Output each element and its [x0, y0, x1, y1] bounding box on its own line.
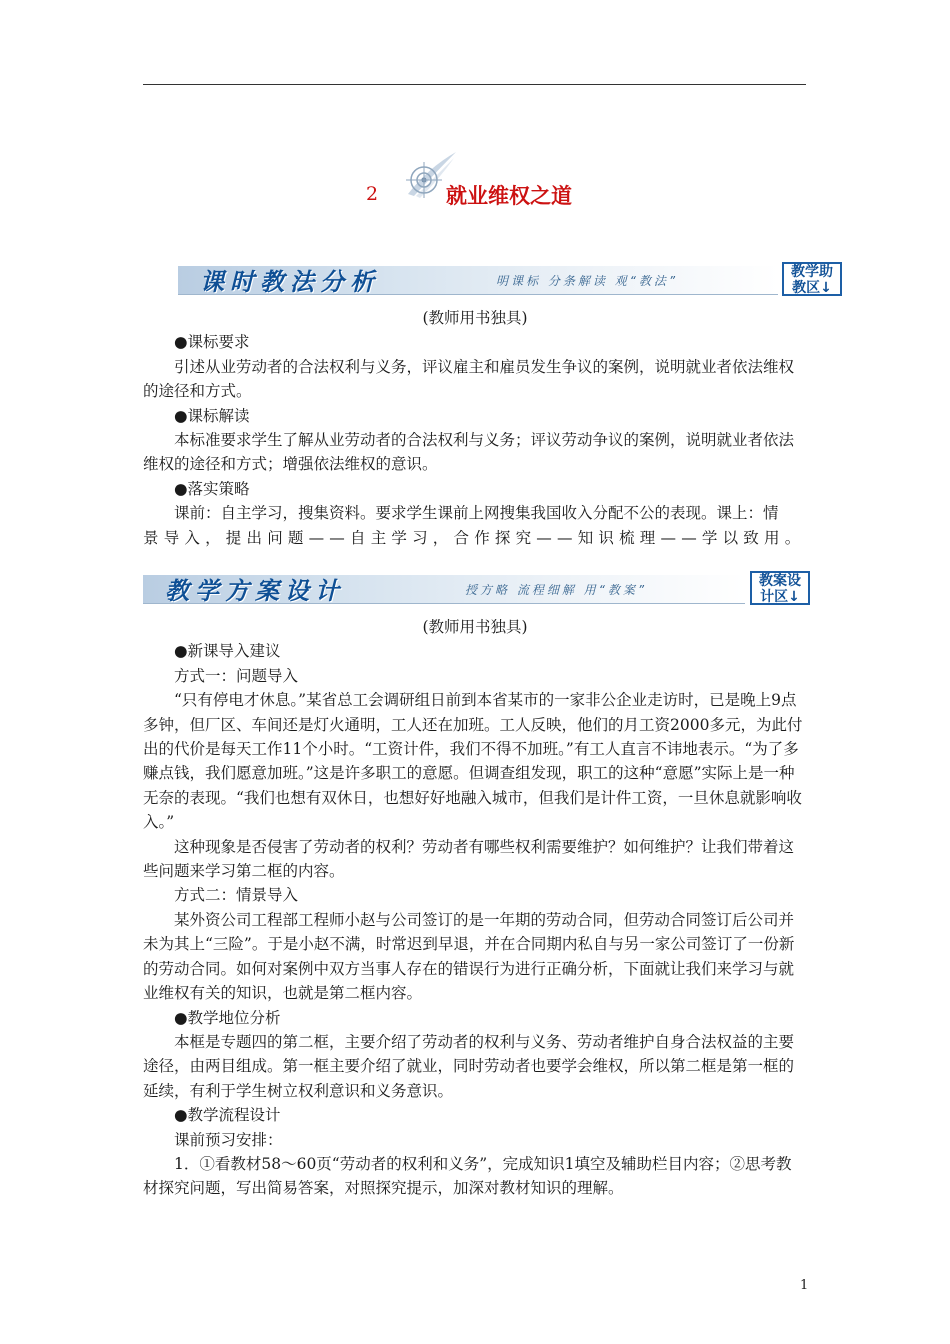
badge-line-2: 教区↓	[792, 280, 832, 296]
banner-subtitle: 授方略 流程细解 用“教案”	[465, 583, 648, 597]
heading-teaching-flow: ●教学流程设计	[174, 1106, 281, 1125]
teacher-note: (教师用书独具)	[422, 618, 528, 636]
paragraph: 景导入，提出问题——自主学习，合作探究——知识梳理——学以致用。	[143, 528, 806, 547]
section-teaching-plan	[143, 615, 807, 1201]
badge-line-1: 教学助	[791, 264, 833, 280]
preview-label: 课前预习安排：	[174, 1130, 283, 1149]
badge-line-2: 计区↓	[760, 589, 800, 605]
method-label: 方式一：问题导入	[174, 666, 299, 685]
heading-teaching-position: ●教学地位分析	[174, 1008, 281, 1027]
teaching-assist-badge	[782, 262, 842, 296]
page-number: 1	[800, 1278, 809, 1293]
banner-lesson-analysis	[178, 262, 850, 296]
paragraph: 本框是专题四的第二框，主要介绍了劳动者的权利与义务、劳动者维护自身合法权益的主要途径，由两目组成。第一框主要介绍了就业，同时劳动者也要学会维权，所以第二框是第一框的延续，有利于学生树立权利意识和义务意识。	[143, 1032, 795, 1100]
banner-title: 教学方案设计	[165, 577, 345, 605]
teaching-plan-badge	[750, 571, 810, 605]
paragraph: 这种现象是否侵害了劳动者的权利？劳动者有哪些权利需要维护？如何维护？让我们带着这些问题来学习第二框的内容。	[143, 837, 795, 881]
heading-strategy: ●落实策略	[174, 479, 250, 498]
method-label: 方式二：情景导入	[174, 886, 299, 905]
section-lesson-analysis	[143, 306, 807, 550]
heading-curriculum-req: ●课标要求	[174, 333, 250, 352]
paragraph: 1．①看教材58～60页“劳动者的权利和义务”，完成知识1填空及辅助栏目内容；②思考教材探究问题，写出简易答案，对照探究提示，加深对教材知识的理解。	[143, 1154, 792, 1198]
header-rule	[143, 84, 806, 85]
banner-title: 课时教法分析	[200, 268, 380, 296]
paragraph: “只有停电才休息。”某省总工会调研组日前到本省某市的一家非公企业走访时，已是晚上9点多钟，但厂区、车间还是灯火通明，工人还在加班。工人反映，他们的月工资2000多元，为此付出的代价是每天工作11个小时。“工资计件，我们不得不加班。”有工人直言不讳地表示。“为了多赚点钱，我们愿意加班。”这是许多职工的意愿。但调查组发现，职工的这种“意愿”实际上是一种无奈的表现。“我们也想有双休日，也想好好地融入城市，但我们是计件工资，一旦休息就影响收入。”	[143, 691, 803, 832]
teacher-note: (教师用书独具)	[422, 309, 528, 327]
banner-subtitle: 明课标 分条解读 观“教法”	[496, 274, 679, 288]
title-row	[0, 150, 950, 220]
banner-bar	[178, 266, 778, 295]
paragraph: 本标准要求学生了解从业劳动者的合法权利与义务；评议劳动争议的案例，说明就业者依法维权的途径和方式；增强依法维权的意识。	[143, 431, 795, 474]
banner-teaching-plan	[143, 571, 815, 605]
section-number: 2	[366, 183, 379, 205]
heading-intro-suggestion: ●新课导入建议	[174, 642, 281, 661]
heading-curriculum-reading: ●课标解读	[174, 406, 250, 425]
paragraph: 某外资公司工程部工程师小赵与公司签订的是一年期的劳动合同，但劳动合同签订后公司并未为其上“三险”。于是小赵不满，时常迟到早退，并在合同期内私自与另一家公司签订了一份新的劳动合同。如何对案例中双方当事人存在的错误行为进行正确分析，下面就让我们来学习与就业维权有关的知识，也就是第二框内容。	[143, 910, 795, 1003]
page-title: 就业维权之道	[446, 184, 572, 208]
paragraph: 课前：自主学习，搜集资料。要求学生课前上网搜集我国收入分配不公的表现。课上：情	[174, 504, 779, 523]
paragraph: 引述从业劳动者的合法权利与义务，评议雇主和雇员发生争议的案例，说明就业者依法维权的途径和方式。	[143, 357, 795, 401]
badge-line-1: 教案设	[759, 573, 801, 589]
banner-bar	[143, 575, 745, 604]
